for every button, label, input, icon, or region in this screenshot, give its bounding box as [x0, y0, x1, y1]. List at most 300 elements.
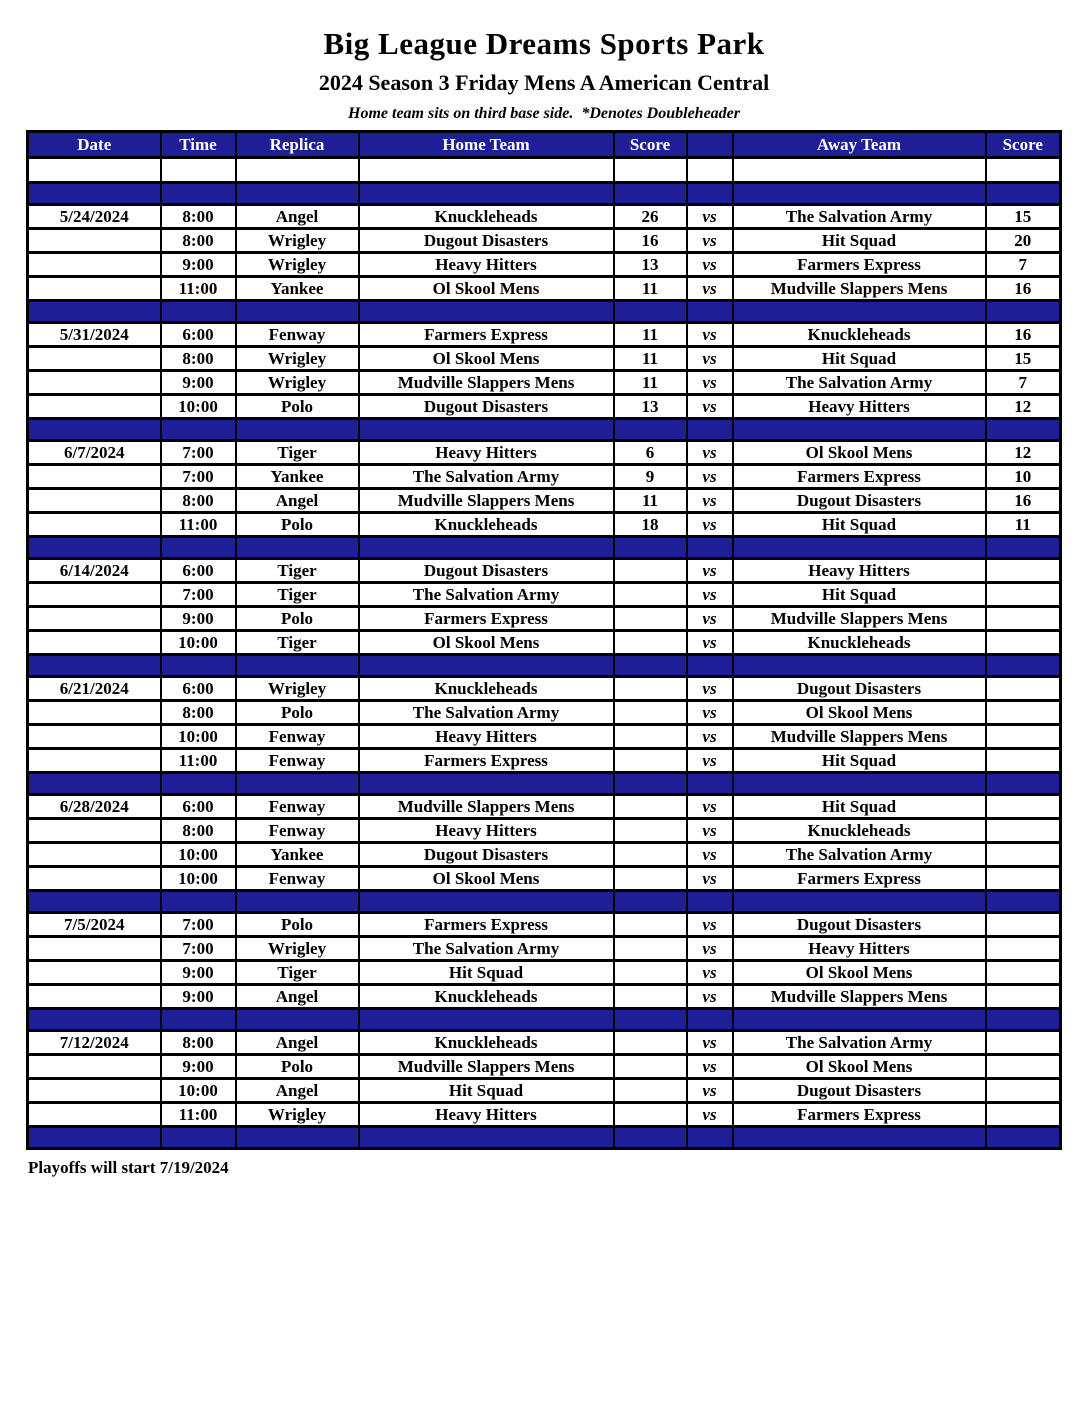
home-score-cell: 16 — [614, 229, 687, 253]
replica-cell: Wrigley — [236, 371, 359, 395]
separator-cell — [614, 1127, 687, 1149]
vs-cell: vs — [687, 253, 733, 277]
separator-cell — [28, 537, 161, 559]
away-score-cell — [986, 631, 1061, 655]
away-score-cell — [986, 913, 1061, 937]
home-team-cell: Ol Skool Mens — [359, 347, 614, 371]
replica-cell: Wrigley — [236, 347, 359, 371]
date-cell: 7/5/2024 — [28, 913, 161, 937]
game-row — [28, 513, 1061, 537]
date-cell — [28, 489, 161, 513]
separator-cell — [236, 655, 359, 677]
game-row — [28, 1079, 1061, 1103]
separator-cell — [687, 419, 733, 441]
game-row — [28, 205, 1061, 229]
away-team-cell: Hit Squad — [733, 229, 986, 253]
separator-cell — [733, 891, 986, 913]
time-cell: 8:00 — [161, 205, 236, 229]
replica-cell: Fenway — [236, 323, 359, 347]
home-score-cell: 11 — [614, 347, 687, 371]
home-score-cell: 11 — [614, 489, 687, 513]
column-header-replica: Replica — [236, 132, 359, 158]
home-score-cell: 11 — [614, 277, 687, 301]
vs-cell: vs — [687, 1079, 733, 1103]
game-row — [28, 559, 1061, 583]
separator-cell — [614, 1009, 687, 1031]
date-cell — [28, 277, 161, 301]
vs-cell: vs — [687, 985, 733, 1009]
game-row — [28, 795, 1061, 819]
separator-cell — [28, 891, 161, 913]
vs-cell: vs — [687, 583, 733, 607]
away-team-cell: Hit Squad — [733, 749, 986, 773]
date-cell — [28, 749, 161, 773]
separator-cell — [28, 773, 161, 795]
separator-cell — [614, 655, 687, 677]
date-cell — [28, 607, 161, 631]
replica-cell: Angel — [236, 1031, 359, 1055]
separator-row — [28, 1009, 1061, 1031]
game-row — [28, 1103, 1061, 1127]
separator-row — [28, 301, 1061, 323]
away-team-cell: Hit Squad — [733, 583, 986, 607]
separator-cell — [359, 537, 614, 559]
home-score-cell: 18 — [614, 513, 687, 537]
separator-cell — [614, 183, 687, 205]
home-score-cell — [614, 677, 687, 701]
replica-cell: Wrigley — [236, 229, 359, 253]
time-cell: 10:00 — [161, 843, 236, 867]
vs-cell: vs — [687, 1055, 733, 1079]
away-score-cell — [986, 725, 1061, 749]
home-score-cell: 11 — [614, 323, 687, 347]
home-team-cell: Dugout Disasters — [359, 395, 614, 419]
date-cell — [28, 229, 161, 253]
replica-cell: Angel — [236, 1079, 359, 1103]
column-header-vs — [687, 132, 733, 158]
vs-cell: vs — [687, 395, 733, 419]
empty-cell — [687, 158, 733, 183]
home-team-cell: Farmers Express — [359, 913, 614, 937]
time-cell: 11:00 — [161, 749, 236, 773]
time-cell: 9:00 — [161, 961, 236, 985]
away-team-cell: Hit Squad — [733, 347, 986, 371]
game-row — [28, 913, 1061, 937]
home-score-cell — [614, 819, 687, 843]
separator-row — [28, 537, 1061, 559]
away-score-cell — [986, 1031, 1061, 1055]
time-cell: 9:00 — [161, 253, 236, 277]
home-score-cell — [614, 795, 687, 819]
away-score-cell — [986, 607, 1061, 631]
separator-cell — [161, 891, 236, 913]
home-team-cell: Ol Skool Mens — [359, 277, 614, 301]
away-score-cell — [986, 1103, 1061, 1127]
away-score-cell — [986, 1079, 1061, 1103]
separator-cell — [161, 773, 236, 795]
separator-row — [28, 1127, 1061, 1149]
home-team-cell: Heavy Hitters — [359, 441, 614, 465]
time-cell: 10:00 — [161, 1079, 236, 1103]
home-team-cell: Dugout Disasters — [359, 843, 614, 867]
away-score-cell: 12 — [986, 395, 1061, 419]
away-score-cell — [986, 985, 1061, 1009]
replica-cell: Polo — [236, 1055, 359, 1079]
vs-cell: vs — [687, 513, 733, 537]
vs-cell: vs — [687, 843, 733, 867]
separator-cell — [687, 1127, 733, 1149]
away-score-cell: 15 — [986, 347, 1061, 371]
date-cell: 5/31/2024 — [28, 323, 161, 347]
replica-cell: Wrigley — [236, 1103, 359, 1127]
away-score-cell — [986, 677, 1061, 701]
away-score-cell: 11 — [986, 513, 1061, 537]
home-team-cell: Knuckleheads — [359, 513, 614, 537]
home-score-cell — [614, 1031, 687, 1055]
home-team-cell: The Salvation Army — [359, 937, 614, 961]
separator-cell — [236, 301, 359, 323]
replica-cell: Yankee — [236, 277, 359, 301]
home-score-cell — [614, 1103, 687, 1127]
away-team-cell: Knuckleheads — [733, 631, 986, 655]
separator-cell — [614, 537, 687, 559]
date-cell — [28, 985, 161, 1009]
away-team-cell: Mudville Slappers Mens — [733, 607, 986, 631]
column-header-away-score: Score — [986, 132, 1061, 158]
replica-cell: Polo — [236, 913, 359, 937]
separator-cell — [986, 773, 1061, 795]
separator-cell — [359, 773, 614, 795]
separator-cell — [733, 773, 986, 795]
date-cell: 6/14/2024 — [28, 559, 161, 583]
away-score-cell — [986, 867, 1061, 891]
separator-cell — [236, 419, 359, 441]
home-score-cell: 13 — [614, 253, 687, 277]
separator-cell — [236, 891, 359, 913]
game-row — [28, 937, 1061, 961]
separator-cell — [614, 891, 687, 913]
replica-cell: Tiger — [236, 559, 359, 583]
replica-cell: Polo — [236, 513, 359, 537]
time-cell: 7:00 — [161, 441, 236, 465]
away-score-cell — [986, 795, 1061, 819]
page-title: Big League Dreams Sports Park — [323, 26, 765, 61]
game-row — [28, 489, 1061, 513]
away-score-cell — [986, 843, 1061, 867]
separator-cell — [359, 183, 614, 205]
away-team-cell: The Salvation Army — [733, 843, 986, 867]
home-team-cell: Mudville Slappers Mens — [359, 489, 614, 513]
time-cell: 10:00 — [161, 867, 236, 891]
away-team-cell: Dugout Disasters — [733, 677, 986, 701]
replica-cell: Tiger — [236, 961, 359, 985]
game-row — [28, 985, 1061, 1009]
home-team-cell: Heavy Hitters — [359, 253, 614, 277]
away-team-cell: Farmers Express — [733, 465, 986, 489]
game-row — [28, 819, 1061, 843]
vs-cell: vs — [687, 701, 733, 725]
separator-cell — [733, 1009, 986, 1031]
game-row — [28, 277, 1061, 301]
replica-cell: Angel — [236, 985, 359, 1009]
home-score-cell: 9 — [614, 465, 687, 489]
separator-cell — [733, 655, 986, 677]
separator-cell — [986, 537, 1061, 559]
home-score-cell — [614, 867, 687, 891]
home-team-cell: Farmers Express — [359, 749, 614, 773]
separator-cell — [733, 1127, 986, 1149]
home-score-cell — [614, 701, 687, 725]
replica-cell: Polo — [236, 607, 359, 631]
date-cell — [28, 1079, 161, 1103]
date-cell — [28, 253, 161, 277]
away-team-cell: Knuckleheads — [733, 323, 986, 347]
date-cell — [28, 843, 161, 867]
separator-cell — [28, 301, 161, 323]
home-score-cell — [614, 961, 687, 985]
game-row — [28, 607, 1061, 631]
away-score-cell — [986, 937, 1061, 961]
separator-cell — [236, 773, 359, 795]
home-score-cell: 6 — [614, 441, 687, 465]
away-team-cell: Heavy Hitters — [733, 395, 986, 419]
home-score-cell — [614, 1055, 687, 1079]
away-team-cell: The Salvation Army — [733, 205, 986, 229]
separator-cell — [236, 1127, 359, 1149]
page-subtitle: 2024 Season 3 Friday Mens A American Central — [318, 70, 770, 95]
game-row — [28, 465, 1061, 489]
date-cell — [28, 1103, 161, 1127]
replica-cell: Polo — [236, 395, 359, 419]
away-team-cell: Heavy Hitters — [733, 559, 986, 583]
game-row — [28, 749, 1061, 773]
away-score-cell: 16 — [986, 489, 1061, 513]
column-header-time: Time — [161, 132, 236, 158]
vs-cell: vs — [687, 559, 733, 583]
vs-cell: vs — [687, 1103, 733, 1127]
separator-row — [28, 655, 1061, 677]
vs-cell: vs — [687, 725, 733, 749]
schedule-note: Home team sits on third base side. *Denotes Doubleheader — [348, 105, 740, 122]
away-score-cell: 16 — [986, 323, 1061, 347]
away-score-cell — [986, 961, 1061, 985]
separator-cell — [161, 1127, 236, 1149]
separator-cell — [28, 655, 161, 677]
away-score-cell: 12 — [986, 441, 1061, 465]
home-score-cell — [614, 985, 687, 1009]
separator-cell — [733, 419, 986, 441]
time-cell: 9:00 — [161, 607, 236, 631]
replica-cell: Fenway — [236, 795, 359, 819]
vs-cell: vs — [687, 819, 733, 843]
date-cell — [28, 465, 161, 489]
separator-cell — [359, 1009, 614, 1031]
separator-cell — [614, 419, 687, 441]
game-row — [28, 843, 1061, 867]
time-cell: 11:00 — [161, 277, 236, 301]
away-team-cell: The Salvation Army — [733, 371, 986, 395]
time-cell: 8:00 — [161, 701, 236, 725]
home-score-cell: 13 — [614, 395, 687, 419]
away-team-cell: Ol Skool Mens — [733, 441, 986, 465]
replica-cell: Fenway — [236, 749, 359, 773]
home-score-cell — [614, 725, 687, 749]
away-team-cell: Mudville Slappers Mens — [733, 985, 986, 1009]
replica-cell: Angel — [236, 489, 359, 513]
game-row — [28, 961, 1061, 985]
replica-cell: Fenway — [236, 725, 359, 749]
away-score-cell: 16 — [986, 277, 1061, 301]
schedule-table — [26, 130, 1062, 1150]
replica-cell: Tiger — [236, 583, 359, 607]
time-cell: 8:00 — [161, 489, 236, 513]
separator-cell — [161, 419, 236, 441]
date-cell — [28, 513, 161, 537]
home-team-cell: Farmers Express — [359, 607, 614, 631]
away-team-cell: Heavy Hitters — [733, 937, 986, 961]
separator-cell — [687, 773, 733, 795]
away-team-cell: Ol Skool Mens — [733, 961, 986, 985]
separator-cell — [28, 1009, 161, 1031]
empty-cell — [161, 158, 236, 183]
time-cell: 11:00 — [161, 1103, 236, 1127]
time-cell: 8:00 — [161, 1031, 236, 1055]
separator-cell — [614, 301, 687, 323]
replica-cell: Wrigley — [236, 253, 359, 277]
home-team-cell: Knuckleheads — [359, 205, 614, 229]
vs-cell: vs — [687, 441, 733, 465]
time-cell: 8:00 — [161, 819, 236, 843]
away-score-cell — [986, 819, 1061, 843]
home-team-cell: Dugout Disasters — [359, 559, 614, 583]
date-cell — [28, 725, 161, 749]
replica-cell: Wrigley — [236, 677, 359, 701]
empty-cell — [733, 158, 986, 183]
separator-cell — [161, 301, 236, 323]
separator-cell — [28, 419, 161, 441]
separator-cell — [359, 1127, 614, 1149]
vs-cell: vs — [687, 1031, 733, 1055]
time-cell: 7:00 — [161, 913, 236, 937]
time-cell: 9:00 — [161, 1055, 236, 1079]
time-cell: 6:00 — [161, 677, 236, 701]
vs-cell: vs — [687, 323, 733, 347]
home-team-cell: Dugout Disasters — [359, 229, 614, 253]
home-score-cell: 11 — [614, 371, 687, 395]
vs-cell: vs — [687, 631, 733, 655]
vs-cell: vs — [687, 913, 733, 937]
home-team-cell: The Salvation Army — [359, 465, 614, 489]
date-cell: 6/7/2024 — [28, 441, 161, 465]
time-cell: 7:00 — [161, 465, 236, 489]
separator-cell — [733, 301, 986, 323]
home-score-cell — [614, 937, 687, 961]
time-cell: 6:00 — [161, 795, 236, 819]
away-team-cell: Dugout Disasters — [733, 1079, 986, 1103]
separator-cell — [359, 301, 614, 323]
replica-cell: Fenway — [236, 867, 359, 891]
game-row — [28, 583, 1061, 607]
game-row — [28, 631, 1061, 655]
away-team-cell: Hit Squad — [733, 513, 986, 537]
home-team-cell: Hit Squad — [359, 1079, 614, 1103]
home-team-cell: Mudville Slappers Mens — [359, 795, 614, 819]
home-score-cell — [614, 559, 687, 583]
game-row — [28, 371, 1061, 395]
away-team-cell: Dugout Disasters — [733, 913, 986, 937]
separator-cell — [236, 1009, 359, 1031]
away-score-cell: 10 — [986, 465, 1061, 489]
away-team-cell: Mudville Slappers Mens — [733, 725, 986, 749]
separator-cell — [986, 301, 1061, 323]
home-score-cell — [614, 607, 687, 631]
column-header-away-team: Away Team — [733, 132, 986, 158]
time-cell: 6:00 — [161, 323, 236, 347]
date-cell: 6/21/2024 — [28, 677, 161, 701]
separator-cell — [614, 773, 687, 795]
away-team-cell: Mudville Slappers Mens — [733, 277, 986, 301]
separator-cell — [687, 537, 733, 559]
separator-cell — [161, 183, 236, 205]
vs-cell: vs — [687, 937, 733, 961]
date-cell — [28, 701, 161, 725]
separator-cell — [236, 537, 359, 559]
home-score-cell — [614, 749, 687, 773]
away-team-cell: Ol Skool Mens — [733, 1055, 986, 1079]
separator-cell — [359, 419, 614, 441]
game-row — [28, 395, 1061, 419]
home-team-cell: Ol Skool Mens — [359, 867, 614, 891]
separator-cell — [687, 655, 733, 677]
replica-cell: Tiger — [236, 631, 359, 655]
home-score-cell — [614, 843, 687, 867]
vs-cell: vs — [687, 867, 733, 891]
replica-cell: Fenway — [236, 819, 359, 843]
separator-cell — [161, 655, 236, 677]
home-team-cell: Hit Squad — [359, 961, 614, 985]
home-score-cell — [614, 583, 687, 607]
home-score-cell — [614, 1079, 687, 1103]
separator-cell — [986, 1009, 1061, 1031]
date-cell — [28, 583, 161, 607]
vs-cell: vs — [687, 229, 733, 253]
time-cell: 10:00 — [161, 395, 236, 419]
time-cell: 9:00 — [161, 371, 236, 395]
time-cell: 11:00 — [161, 513, 236, 537]
separator-row — [28, 419, 1061, 441]
home-team-cell: Heavy Hitters — [359, 819, 614, 843]
vs-cell: vs — [687, 465, 733, 489]
away-score-cell — [986, 559, 1061, 583]
home-team-cell: Knuckleheads — [359, 1031, 614, 1055]
date-cell — [28, 867, 161, 891]
away-score-cell — [986, 701, 1061, 725]
away-team-cell: Farmers Express — [733, 1103, 986, 1127]
away-team-cell: Knuckleheads — [733, 819, 986, 843]
separator-row — [28, 183, 1061, 205]
vs-cell: vs — [687, 347, 733, 371]
away-score-cell — [986, 1055, 1061, 1079]
home-team-cell: Knuckleheads — [359, 677, 614, 701]
away-team-cell: Farmers Express — [733, 253, 986, 277]
home-team-cell: The Salvation Army — [359, 701, 614, 725]
column-header-date: Date — [28, 132, 161, 158]
time-cell: 6:00 — [161, 559, 236, 583]
replica-cell: Angel — [236, 205, 359, 229]
separator-cell — [986, 655, 1061, 677]
away-team-cell: Dugout Disasters — [733, 489, 986, 513]
vs-cell: vs — [687, 607, 733, 631]
